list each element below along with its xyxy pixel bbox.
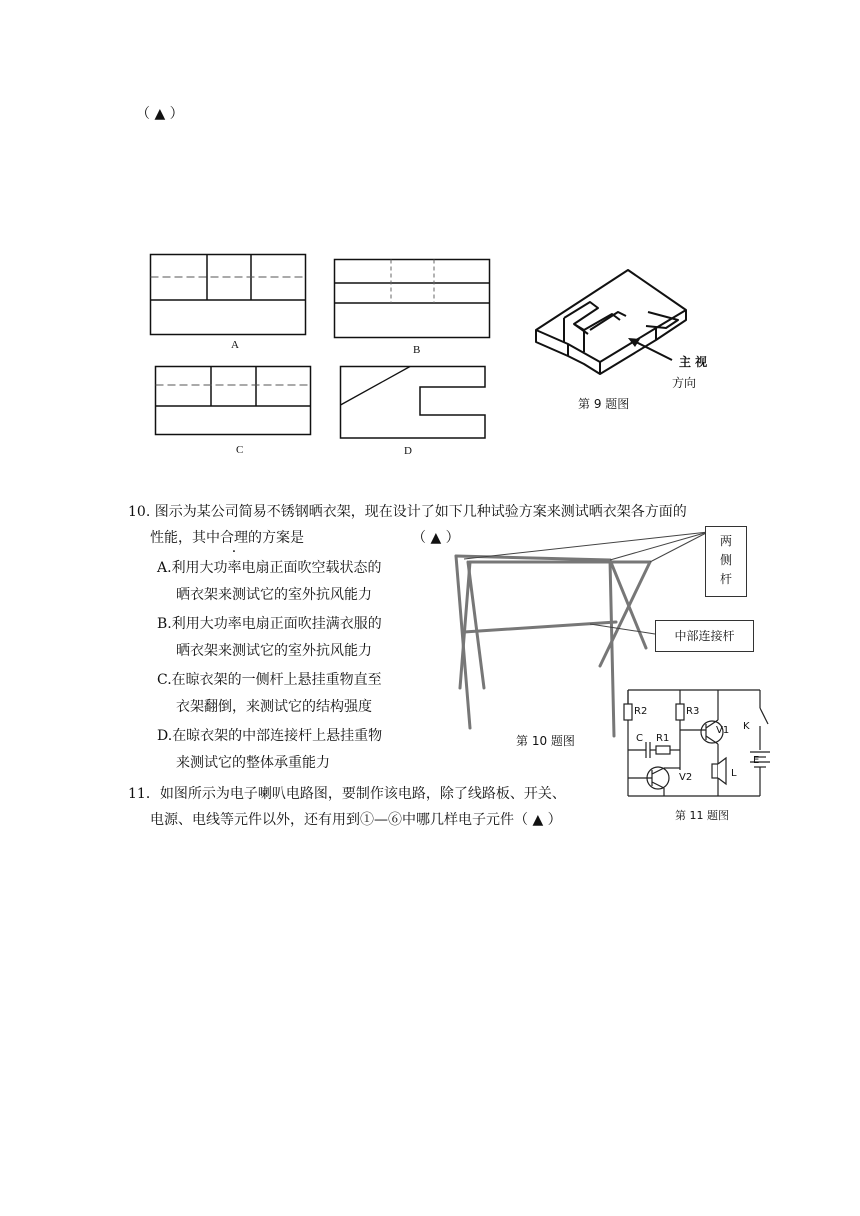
q10-answer-mark: （ ▲ ） (412, 530, 460, 546)
q10-stem-line2 (150, 528, 304, 548)
q10-stem-pre: 性能，其中 (150, 530, 220, 546)
q10-stem-post: 的方案是 (248, 530, 304, 546)
q9-option-a-label: A (231, 339, 239, 351)
callout-middle-box (655, 620, 754, 652)
label-e: E (753, 755, 760, 766)
q11-stem-line2: 电源、电线等元件以外，还有用到①—⑥中哪几样电子元件（ ▲ ） (150, 812, 562, 828)
q9-view-a (150, 254, 310, 336)
q10-option-c (157, 670, 382, 690)
label-r2: R2 (634, 706, 648, 717)
main-view-label-1: 主 视 (679, 355, 708, 369)
callout-sides-box (705, 526, 747, 597)
label-c: C (636, 733, 643, 744)
q11-figure-caption: 第 11 题图 (675, 809, 729, 822)
q9-view-b (334, 259, 494, 341)
main-view-label-2: 方向 (672, 376, 697, 390)
option-letter: B. (157, 616, 172, 632)
q10-option-c-line2: 衣架翻倒，来测试它的结构强度 (176, 699, 372, 715)
callout-middle-text: 中部连接杆 (674, 629, 735, 643)
q9-view-d (340, 366, 490, 440)
main-view-arrow-icon (626, 334, 676, 364)
q10-stem-line1: 10. 图示为某公司简易不锈钢晒衣架，现在设计了如下几种试验方案来测试晒衣架各方面的 (128, 504, 687, 520)
option-text: 利用大功率电扇正面吹空载状态的 (171, 560, 382, 576)
q9-option-b-label: B (413, 344, 421, 356)
option-letter: A. (157, 560, 172, 576)
q9-option-c-label: C (236, 444, 244, 456)
option-text: 在晾衣架的一侧杆上悬挂重物直至 (171, 672, 382, 688)
top-answer-bracket: （ ▲ ） (136, 106, 184, 122)
option-text: 利用大功率电扇正面吹挂满衣服的 (171, 616, 382, 632)
label-k: K (743, 721, 750, 732)
q10-option-d (157, 726, 382, 746)
label-r3: R3 (686, 706, 700, 717)
option-letter: C. (157, 672, 172, 688)
q9-view-c (155, 366, 315, 438)
label-v1: V1 (716, 725, 730, 736)
q9-figure-caption: 第 9 题图 (578, 397, 630, 411)
q10-option-a-line2: 晒衣架来测试它的室外抗风能力 (176, 587, 372, 603)
q10-option-b-line2: 晒衣架来测试它的室外抗风能力 (176, 643, 372, 659)
option-text: 在晾衣架的中部连接杆上悬挂重物 (172, 728, 383, 744)
q10-option-a (157, 558, 382, 578)
label-v2: V2 (679, 772, 693, 783)
q10-figure-caption: 第 10 题图 (516, 734, 575, 748)
option-letter: D. (157, 728, 173, 744)
q11-stem-line1: 11．如图所示为电子喇叭电路图，要制作该电路，除了线路板、开关、 (128, 786, 566, 802)
label-l: L (731, 768, 737, 779)
callout-sides-char-1: 两 (719, 534, 732, 548)
callout-sides-char-2: 侧 (719, 553, 732, 567)
q10-option-d-line2: 来测试它的整体承重能力 (176, 755, 330, 771)
q9-option-d-label: D (404, 445, 412, 457)
q10-option-b (157, 614, 382, 634)
callout-sides-char-3: 杆 (719, 572, 732, 586)
q11-circuit-diagram (622, 684, 772, 804)
label-r1: R1 (656, 733, 670, 744)
q10-stem-dotted: 合理 (220, 530, 248, 546)
